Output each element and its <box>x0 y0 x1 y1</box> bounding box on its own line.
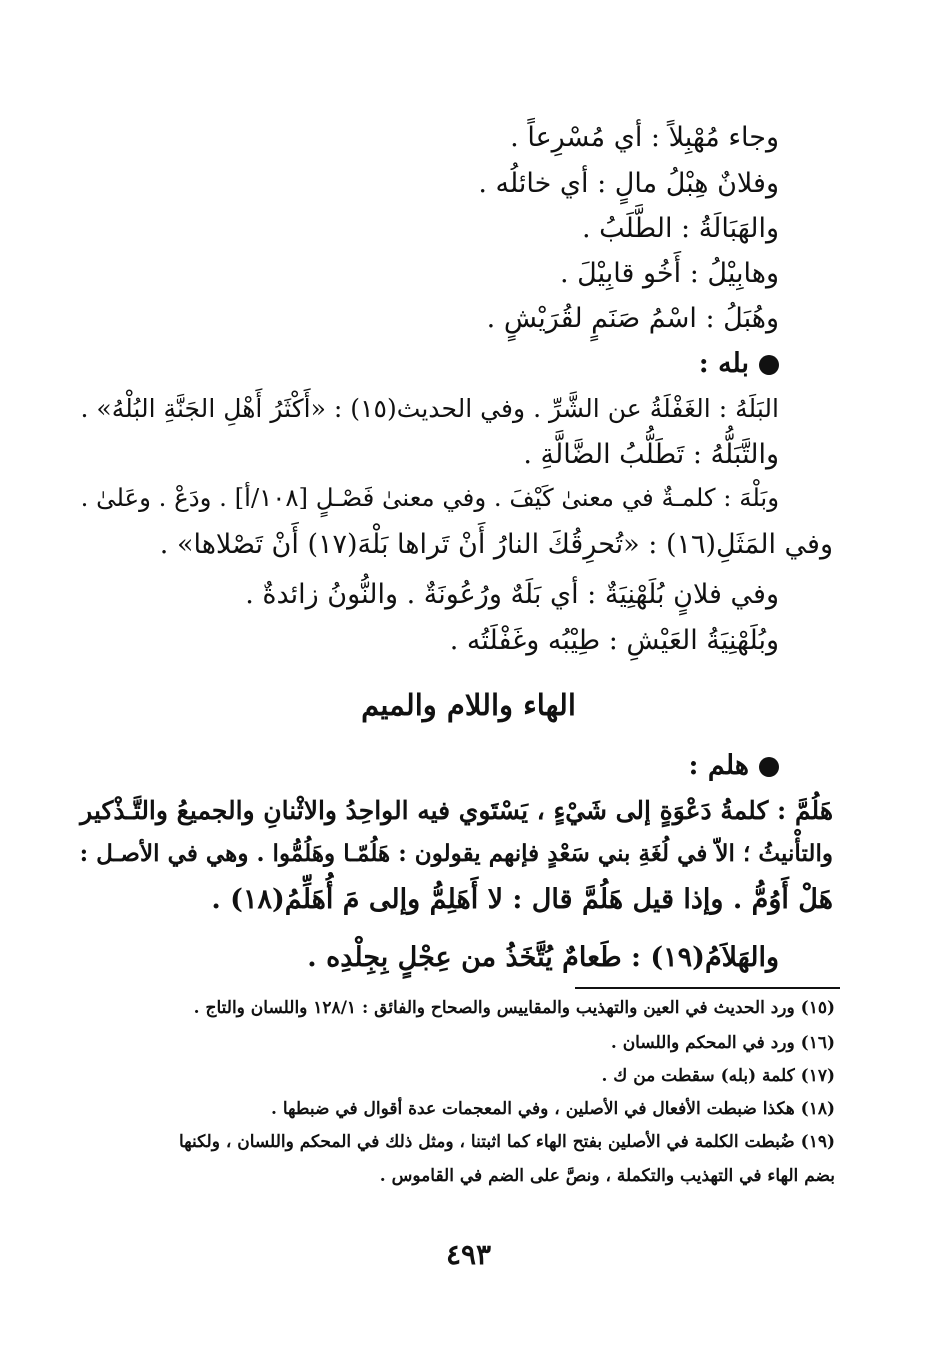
entry-line: وفلانٌ هِبْلُ مالٍ : أي خائلُه . <box>478 168 779 199</box>
entry-line: وبَلْهَ : كلمـةٌ في معنىٰ كَيْفَ . وفي معنىٰ فَصْـلٍ [١٠٨/أ] . ودَعْ . وعَلىٰ . <box>80 483 779 512</box>
entry-line: وجاء مُهْبِلاً : أي مُسْرِعاً . <box>510 122 779 153</box>
entry-line: وفي فلانٍ بُلَهْنِيَةٌ : أي بَلَهٌ ورُعُونَةٌ . والنُّونُ زائدةٌ . <box>245 579 779 610</box>
entry-line: والتَّبَلُّهُ : تَطَلُّبُ الضَّالَّةِ . <box>523 439 779 470</box>
section-heading-label: هلم : <box>688 750 749 781</box>
entry-line: هَلْ أَوُمُّ . وإذا قيل هَلُمَّ قال : لا أَهَلِمُّ وإلى مَ أُهَلِّمُ(١٨) . <box>211 884 833 915</box>
footnote: (١٦) ورد في المحكم واللسان . <box>610 1033 835 1053</box>
entry-line: وبُلَهْنِيَةُ العَيْشِ : طِيْبُه وغَفْلَتُه . <box>449 625 779 656</box>
entry-line: البَلَهُ : الغَفْلَةُ عن الشَّرِّ . وفي الحديث(١٥) : «أَكْثَرُ أَهْلِ الجَنَّةِ البُلْهُ» . <box>80 394 779 423</box>
section-heading-label: بله : <box>698 348 749 379</box>
footnote: (١٩) ضُبطت الكلمة في الأصلين بفتح الهاء كما اثبتنا ، ومثل ذلك في المحكم واللسان ، ولكنها <box>178 1132 835 1152</box>
section-heading-balah <box>699 350 779 377</box>
footnote: بضم الهاء في التهذيب والتكملة ، ونصَّ على الضم في القاموس . <box>379 1166 835 1186</box>
bullet-icon <box>759 355 779 375</box>
entry-line: وفي المَثَلِ(١٦) : «تُحرِقُكَ النارُ أَنْ تَراها بَلْهَ(١٧) أَنْ تَصْلاها» . <box>159 529 833 560</box>
page-number: ٤٩٣ <box>445 1238 492 1271</box>
entry-line: والهَبَالَةُ : الطَّلَبُ . <box>581 213 779 244</box>
footnote-divider <box>575 987 840 989</box>
entry-line: والتأْنيثُ ؛ الاّ في لُغَةِ بني سَعْدٍ فإنهم يقولون : هَلُمّـا وهَلُمُّوا . وهي في الأصـل : <box>79 840 833 867</box>
entry-line: هَلُمَّ : كلمةُ دَعْوَةٍ إلى شَيْءٍ ، يَسْتَوي فيه الواحِدُ والاثْنانِ والجميعُ والتَّـذْكير <box>80 796 833 825</box>
section-heading-halumma <box>688 752 779 779</box>
footnote: (١٥) ورد الحديث في العين والتهذيب والمقاييس والصحاح والفائق : ١٢٨/١ واللسان والتاج . <box>193 998 835 1018</box>
bullet-icon <box>759 757 779 777</box>
chapter-heading: الهاء واللام والميم <box>361 688 576 722</box>
footnote: (١٨) هكذا ضبطت الأفعال في الأصلين ، وفي المعجمات عدة أقوال في ضبطها . <box>271 1099 835 1119</box>
entry-line: وهابِيْلُ : أَخُو قابِيْلَ . <box>559 258 779 289</box>
entry-line: وهُبَلُ : اسْمُ صَنَمٍ لقُرَيْشٍ . <box>486 303 779 334</box>
entry-line: والهَلاَمُ(١٩) : طَعامٌ يُتَّخَذُ من عِجْلٍ بِجِلْدِه . <box>307 942 779 973</box>
footnote: (١٧) كلمة (بله) سقطت من ك . <box>601 1066 835 1086</box>
